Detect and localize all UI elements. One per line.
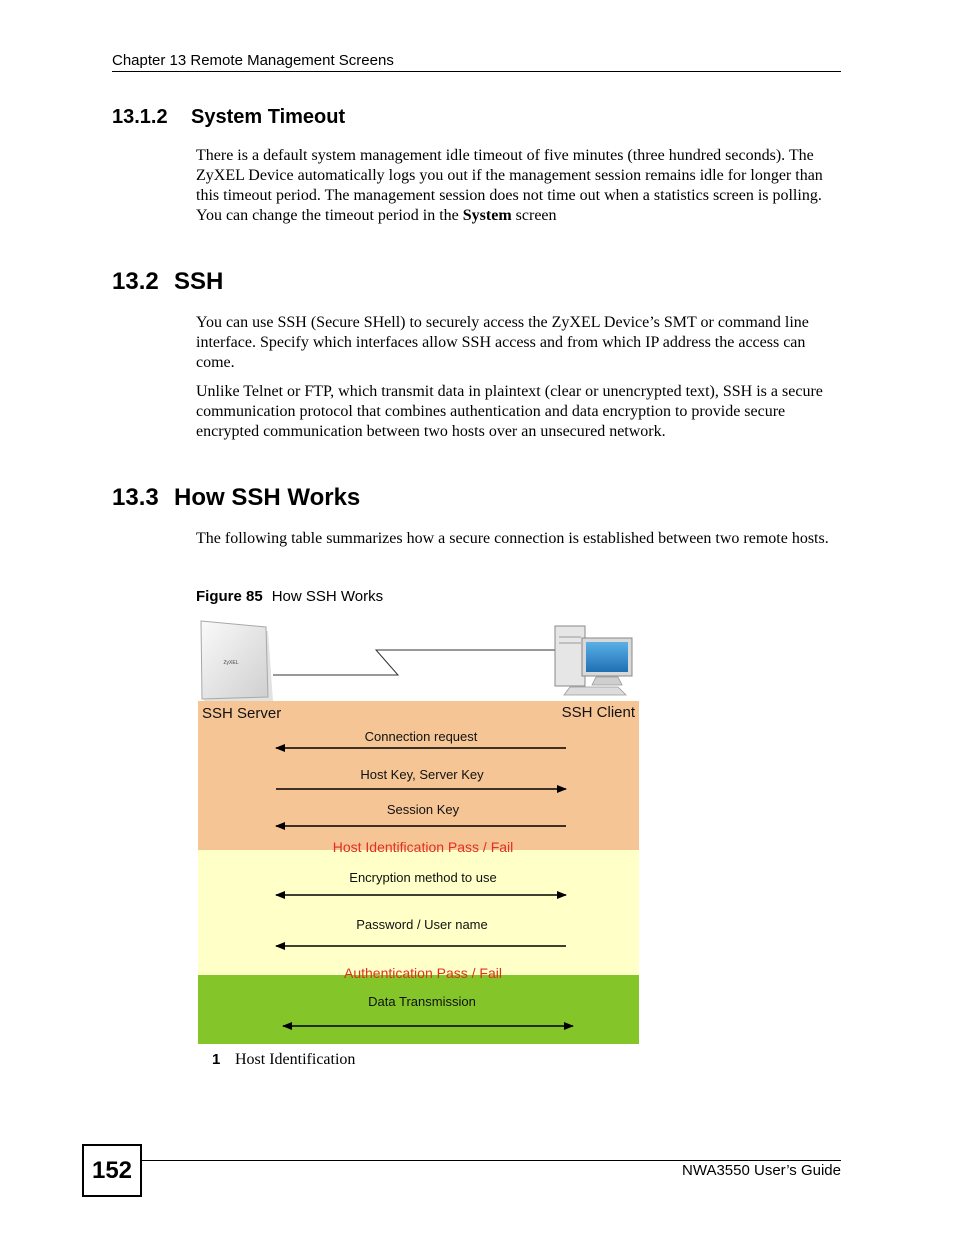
network-link	[273, 650, 556, 675]
heading-ssh	[112, 268, 223, 296]
list-number: 1	[212, 1051, 221, 1068]
figure-title: How SSH Works	[271, 588, 384, 605]
status-host-identification: Host Identification Pass / Fail	[332, 839, 514, 855]
band-data-transmission	[198, 975, 639, 1044]
heading-how-ssh-works	[112, 484, 360, 512]
paragraph-how-ssh: The following table summarizes how a secure connection is established between two remote hosts.	[196, 530, 829, 547]
list-text: Host Identification	[235, 1051, 356, 1068]
msg-host-key: Host Key, Server Key	[360, 767, 484, 782]
msg-session-key: Session Key	[386, 802, 460, 817]
heading-title: SSH	[174, 268, 224, 295]
heading-title: How SSH Works	[174, 484, 361, 511]
msg-data-transmission: Data Transmission	[368, 994, 476, 1009]
msg-connection-request: Connection request	[364, 729, 478, 744]
header-rule	[112, 71, 841, 72]
paragraph-system-timeout	[196, 146, 841, 226]
running-header: Chapter 13 Remote Management Screens	[112, 52, 394, 69]
computer-icon	[555, 626, 632, 695]
ssh-client-label: SSH Client	[561, 704, 635, 721]
system-screen-ref: System	[462, 207, 512, 224]
msg-encryption-method: Encryption method to use	[349, 870, 497, 885]
heading-number: 13.2	[112, 268, 159, 295]
band-authentication	[198, 850, 639, 975]
heading-system-timeout	[112, 106, 345, 129]
access-point-icon	[201, 621, 273, 703]
footer-guide-title: NWA3550 User’s Guide	[682, 1162, 841, 1179]
ssh-server-label: SSH Server	[202, 705, 282, 722]
paragraph-text: screen	[511, 207, 557, 224]
heading-title: System Timeout	[191, 106, 346, 128]
heading-number: 13.1.2	[112, 106, 168, 128]
figure-label: Figure 85	[196, 588, 263, 605]
ssh-diagram	[198, 617, 639, 1044]
list-item	[212, 1051, 355, 1069]
footer-rule	[140, 1160, 841, 1161]
heading-number: 13.3	[112, 484, 159, 511]
msg-password: Password / User name	[356, 917, 488, 932]
paragraph-ssh-intro: You can use SSH (Secure SHell) to securely access the ZyXEL Device’s SMT or command line interface. Specify which interfaces allow SSH access and from which IP address the access can come.	[196, 314, 809, 371]
paragraph-ssh-detail: Unlike Telnet or FTP, which transmit data in plaintext (clear or unencrypted text), SSH is a secure communication protocol that combines authentication and data encryption to provide secure encrypted communication between two hosts over an unsecured network.	[196, 383, 823, 440]
device-logo-text: ZyXEL	[223, 660, 239, 666]
paragraph-text: There is a default system management idle timeout of five minutes (three hundred seconds). The ZyXEL Device automatically logs you out if the management session remains idle for longer than this timeout period. The management session does not time out when a statistics screen is polling. You can change the timeout period in the	[196, 147, 823, 224]
figure-caption	[196, 588, 383, 605]
page-number: 152	[82, 1144, 142, 1197]
status-authentication: Authentication Pass / Fail	[344, 965, 502, 981]
